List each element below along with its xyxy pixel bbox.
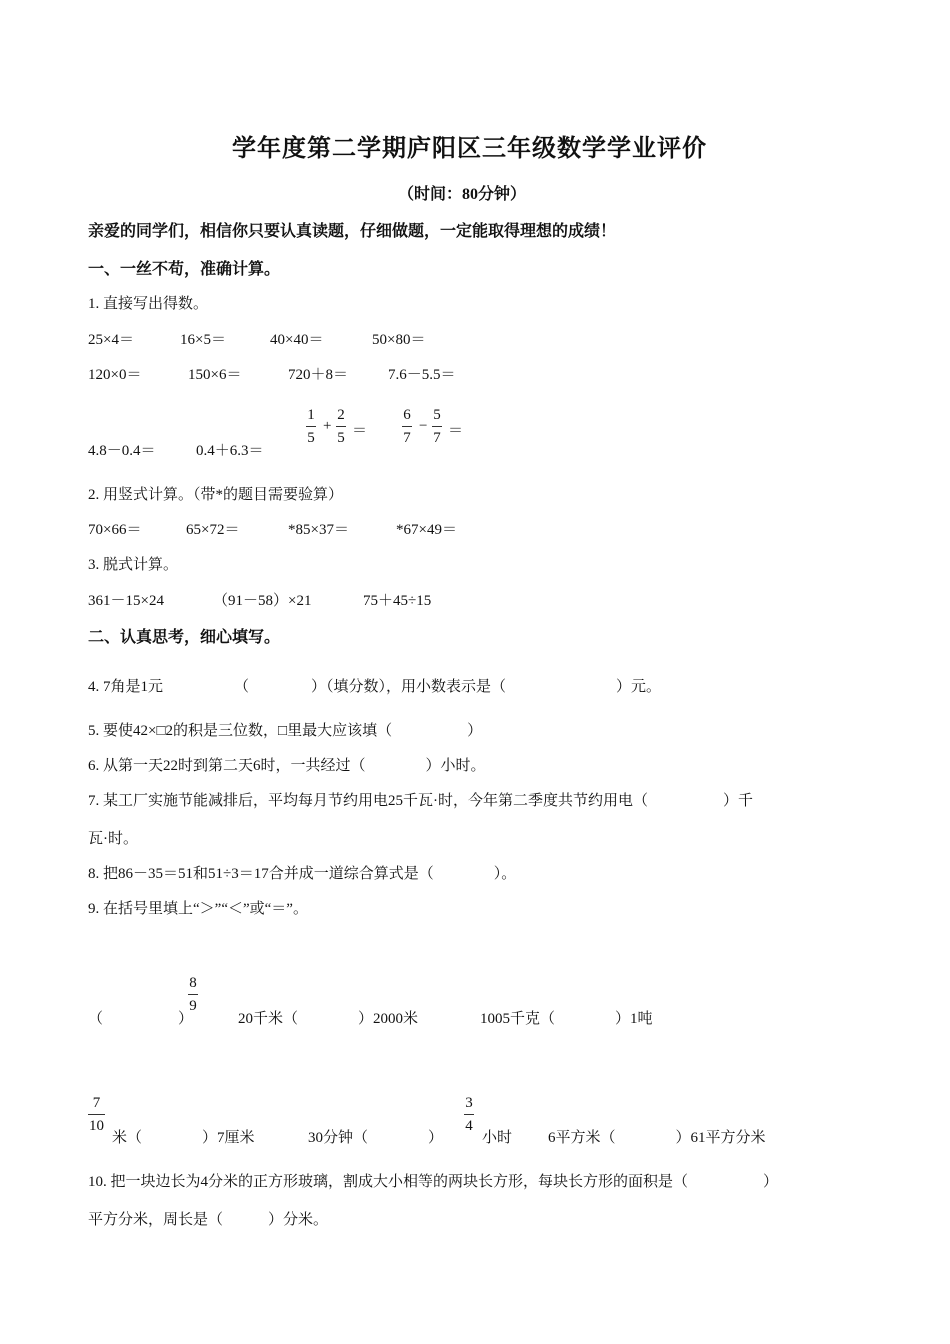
q3-item: （91－58）×21 — [213, 593, 312, 609]
q1-item: 120×0＝ — [88, 367, 142, 383]
fraction — [336, 406, 346, 447]
q9-title: 9. 在括号里填上“＞”“＜”或“＝”。 — [88, 901, 308, 917]
fraction-denominator: 7 — [403, 430, 411, 446]
fraction-numerator: 2 — [337, 407, 345, 423]
fraction-bar — [88, 1114, 105, 1115]
q1-item: 7.6－5.5＝ — [388, 367, 456, 383]
operator: + — [323, 418, 332, 434]
fraction-bar — [188, 994, 198, 995]
q7-text-line1: 7. 某工厂实施节能减排后，平均每月节约用电25千瓦·时，今年第二季度共节约用电（ ）千 — [88, 793, 753, 809]
fraction-denominator: 5 — [307, 430, 315, 446]
q7-text-line2: 瓦·时。 — [88, 831, 138, 847]
q1-item: 50×80＝ — [372, 332, 426, 348]
q9-blank: （ ） — [88, 1011, 194, 1027]
q1-title: 1. 直接写出得数。 — [88, 296, 209, 312]
fraction — [188, 974, 198, 1015]
fraction-bar — [464, 1114, 474, 1115]
q5-text: 5. 要使42×□2的积是三位数，□里最大应该填（ ） — [88, 723, 483, 739]
q8-text: 8. 把86－35＝51和51÷3＝17合并成一道综合算式是（ ）。 — [88, 866, 517, 882]
q2-item: 70×66＝ — [88, 522, 142, 538]
fraction-numerator: 1 — [307, 407, 315, 423]
equals: ＝ — [448, 423, 464, 439]
section1-heading: 一、一丝不苟，准确计算。 — [88, 261, 281, 278]
q1-item: 720＋8＝ — [288, 367, 349, 383]
q4-text: ）（填分数），用小数表示是（ — [311, 679, 507, 695]
fraction-denominator: 10 — [89, 1118, 104, 1134]
equals: ＝ — [352, 423, 368, 439]
fraction-bar — [336, 426, 346, 427]
q1-item: 40×40＝ — [270, 332, 324, 348]
fraction-numerator: 7 — [92, 1095, 101, 1111]
q4-text: ）元。 — [616, 679, 662, 695]
fraction — [306, 406, 316, 447]
q9-item: 6平方米（ ）61平方分米 — [548, 1130, 766, 1146]
intro-text: 亲爱的同学们，相信你只要认真读题，仔细做题，一定能取得理想的成绩！ — [88, 223, 617, 240]
page-title: 学年度第二学期庐阳区三年级数学学业评价 — [232, 136, 707, 162]
q3-item: 75＋45÷15 — [363, 593, 432, 609]
q1-item: 0.4＋6.3＝ — [196, 443, 264, 459]
q10-text-line1: 10. 把一块边长为4分米的正方形玻璃，割成大小相等的两块长方形，每块长方形的面积是（ ） — [88, 1174, 779, 1190]
q9-item: 小时 — [482, 1130, 513, 1146]
q9-item: 20千米（ ）2000米 — [238, 1011, 419, 1027]
section2-heading: 二、认真思考，细心填写。 — [88, 629, 281, 646]
fraction-numerator: 8 — [189, 975, 197, 991]
fraction — [432, 406, 442, 447]
fraction-numerator: 3 — [465, 1095, 473, 1111]
q10-text-line2: 平方分米，周长是（ ）分米。 — [88, 1212, 329, 1228]
fraction — [88, 1094, 105, 1135]
q1-item: 150×6＝ — [188, 367, 242, 383]
q4-blank-open: （ — [234, 679, 250, 695]
fraction-denominator: 9 — [189, 998, 197, 1014]
fraction-denominator: 5 — [337, 430, 345, 446]
q1-item: 4.8－0.4＝ — [88, 443, 156, 459]
q2-item: *67×49＝ — [396, 522, 457, 538]
fraction-numerator: 5 — [433, 407, 441, 423]
q2-item: *85×37＝ — [288, 522, 349, 538]
fraction-denominator: 7 — [433, 430, 441, 446]
fraction-denominator: 4 — [465, 1118, 473, 1134]
fraction-bar — [402, 426, 412, 427]
fraction — [402, 406, 412, 447]
fraction-bar — [432, 426, 442, 427]
fraction-bar — [306, 426, 316, 427]
q2-title: 2. 用竖式计算。（带*的题目需要验算） — [88, 487, 344, 503]
exam-time: （时间：80分钟） — [398, 186, 527, 203]
q2-item: 65×72＝ — [186, 522, 240, 538]
q1-item: 25×4＝ — [88, 332, 134, 348]
q9-item: 30分钟（ ） — [308, 1130, 444, 1146]
fraction — [464, 1094, 474, 1135]
operator: − — [419, 418, 428, 434]
q3-title: 3. 脱式计算。 — [88, 557, 179, 573]
fraction-numerator: 6 — [403, 407, 411, 423]
q3-item: 361－15×24 — [88, 593, 164, 609]
q6-text: 6. 从第一天22时到第二天6时，一共经过（ ）小时。 — [88, 758, 486, 774]
q9-item: 米（ ）7厘米 — [112, 1130, 255, 1146]
q4-text: 4. 7角是1元 — [88, 679, 164, 695]
q9-item: 1005千克（ ）1吨 — [480, 1011, 653, 1027]
q1-item: 16×5＝ — [180, 332, 226, 348]
